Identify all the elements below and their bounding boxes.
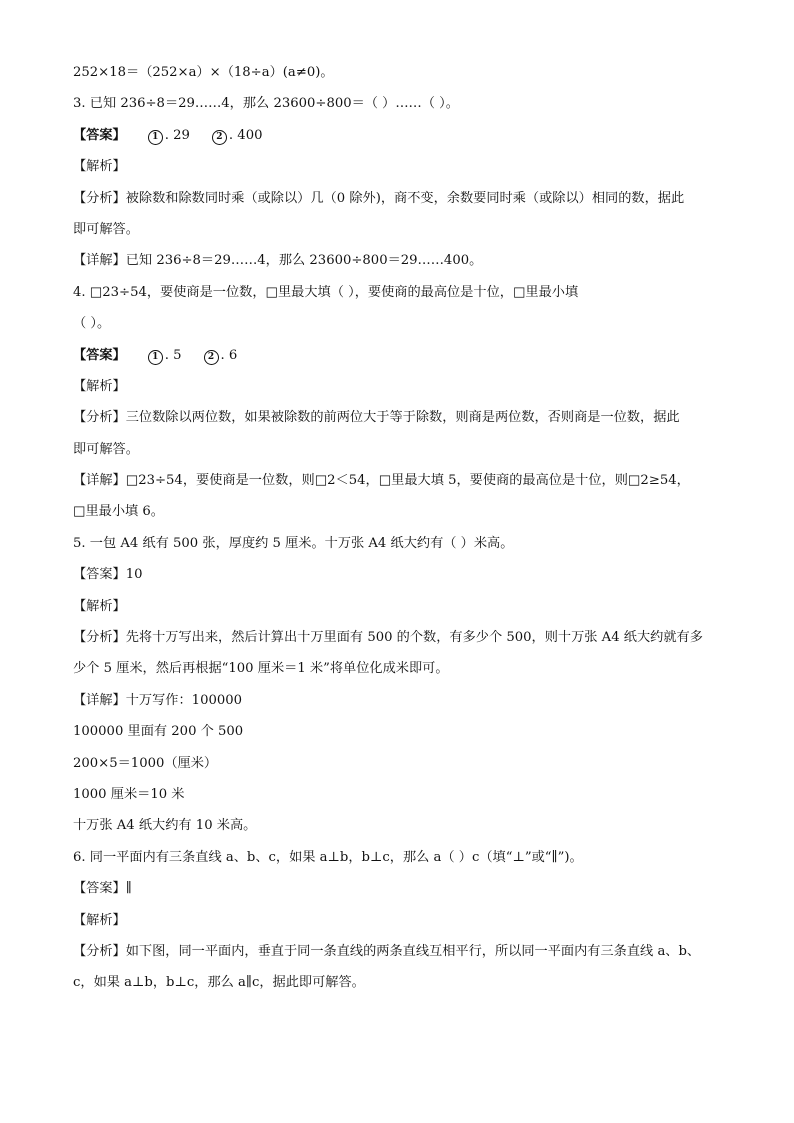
- analysis-heading: 【解析】: [73, 598, 126, 614]
- analysis-heading: 【解析】: [73, 159, 126, 175]
- answer-line-q6: 【答案】∥: [73, 881, 132, 897]
- answer-line-q5: 【答案】10: [73, 567, 143, 583]
- text-line: 252×18＝（252×a）×（18÷a）(a≠0)。: [73, 65, 334, 80]
- analysis-text: 少个 5 厘米，然后再根据“100 厘米＝1 米”将单位化成米即可。: [73, 661, 449, 677]
- detail-text: 200×5＝1000（厘米）: [73, 755, 218, 771]
- analysis-heading: 【解析】: [73, 912, 126, 928]
- answer-value: . 29: [164, 127, 190, 143]
- answer-line-q3: [73, 125, 733, 156]
- answer-label: 【答案】: [73, 347, 126, 363]
- analysis-heading: 【解析】: [73, 378, 126, 394]
- analysis-text: 即可解答。: [73, 221, 139, 237]
- circled-number: 1: [148, 130, 163, 145]
- analysis-text: 【分析】三位数除以两位数，如果被除数的前两位大于等于除数，则商是两位数，否则商是一位数，据此: [73, 410, 680, 426]
- detail-text: 【详解】□23÷54，要使商是一位数，则□2＜54，□里最大填 5，要使商的最高位是十位，则□2≥54，: [73, 473, 690, 489]
- question-5: 5. 一包 A4 纸有 500 张，厚度约 5 厘米。十万张 A4 纸大约有（ ）米高。: [73, 535, 514, 551]
- analysis-text: 即可解答。: [73, 441, 139, 457]
- detail-text: 十万张 A4 纸大约有 10 米高。: [73, 818, 257, 834]
- question-4-cont: （ ）。: [73, 316, 111, 332]
- circled-number: 1: [148, 350, 163, 365]
- answer-value: . 400: [228, 127, 263, 143]
- question-3: 3. 已知 236÷8＝29……4，那么 23600÷800＝（ ）……（ ）。: [73, 96, 459, 112]
- circled-number: 2: [212, 130, 227, 145]
- circled-number: 2: [204, 350, 219, 365]
- detail-text: □里最小填 6。: [73, 504, 164, 520]
- analysis-text: 【分析】先将十万写出来，然后计算出十万里面有 500 的个数，有多少个 500，则十万张 A4 纸大约就有多: [73, 630, 703, 646]
- detail-text: 【详解】十万写作：100000: [73, 692, 243, 708]
- document-page: [73, 62, 733, 1004]
- detail-text: 【详解】已知 236÷8＝29……4，那么 23600÷800＝29……400。: [73, 253, 483, 269]
- answer-label: 【答案】: [73, 127, 126, 143]
- answer-value: . 5: [164, 347, 182, 363]
- analysis-text: 【分析】被除数和除数同时乘（或除以）几（0 除外)，商不变，余数要同时乘（或除以）相同的数，据此: [73, 190, 685, 206]
- answer-line-q4: [73, 345, 733, 376]
- question-4: 4. □23÷54，要使商是一位数，□里最大填（ ），要使商的最高位是十位，□里最小填: [73, 284, 579, 300]
- question-6: 6. 同一平面内有三条直线 a、b、c，如果 a⊥b，b⊥c，那么 a（ ）c（填“⊥”或“∥”)。: [73, 849, 583, 865]
- analysis-text: 【分析】如下图，同一平面内，垂直于同一条直线的两条直线互相平行，所以同一平面内有三条直线 a、b、: [73, 943, 701, 959]
- answer-value: . 6: [220, 347, 238, 363]
- detail-text: 1000 厘米＝10 米: [73, 786, 185, 802]
- detail-text: 100000 里面有 200 个 500: [73, 724, 244, 740]
- analysis-text: c，如果 a⊥b，b⊥c，那么 a∥c，据此即可解答。: [73, 975, 365, 991]
